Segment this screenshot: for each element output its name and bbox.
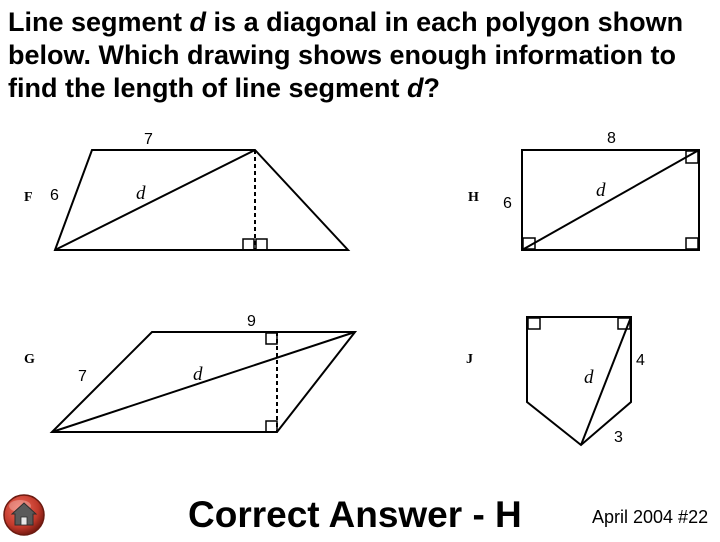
question-part: is a diagonal in each polygon shown below. Which drawing shows enough information to find the length of line segment [8, 7, 684, 103]
figure-h-top-label: 8 [607, 130, 616, 147]
source-label: April 2004 #22 [592, 507, 709, 527]
figure-g-letter: G [24, 352, 35, 367]
figure-j-pentagon [527, 317, 631, 445]
figure-h-side-label: 6 [503, 195, 512, 212]
question-part: ? [423, 73, 441, 103]
figure-h-rectangle [522, 150, 699, 250]
figure-f-letter: F [24, 190, 33, 205]
figure-g-diagonal-label: d [193, 364, 203, 385]
figure-j-side-label: 4 [636, 352, 645, 369]
figure-f-side-label: 6 [50, 187, 59, 204]
figure-g-top-label: 9 [247, 313, 256, 330]
figure-h-diagonal-label: d [596, 180, 606, 201]
figure-f-trapezoid [55, 150, 348, 250]
home-button[interactable] [2, 493, 46, 537]
figure-j-letter: J [466, 352, 473, 367]
figure-j-diagonal-label: d [584, 367, 594, 388]
figure-g-side-label: 7 [78, 368, 87, 385]
figure-h-letter: H [468, 190, 479, 205]
home-icon [2, 493, 46, 537]
question-variable: d [189, 7, 207, 37]
question-part: Line segment [8, 7, 190, 37]
figure-f-top-label: 7 [144, 131, 153, 148]
figure-g-parallelogram [52, 332, 355, 432]
question-variable: d [407, 73, 424, 103]
correct-answer-text: Correct Answer - H [188, 494, 522, 535]
figure-j-bottom-label: 3 [614, 429, 623, 446]
figure-f-diagonal-label: d [136, 183, 146, 204]
